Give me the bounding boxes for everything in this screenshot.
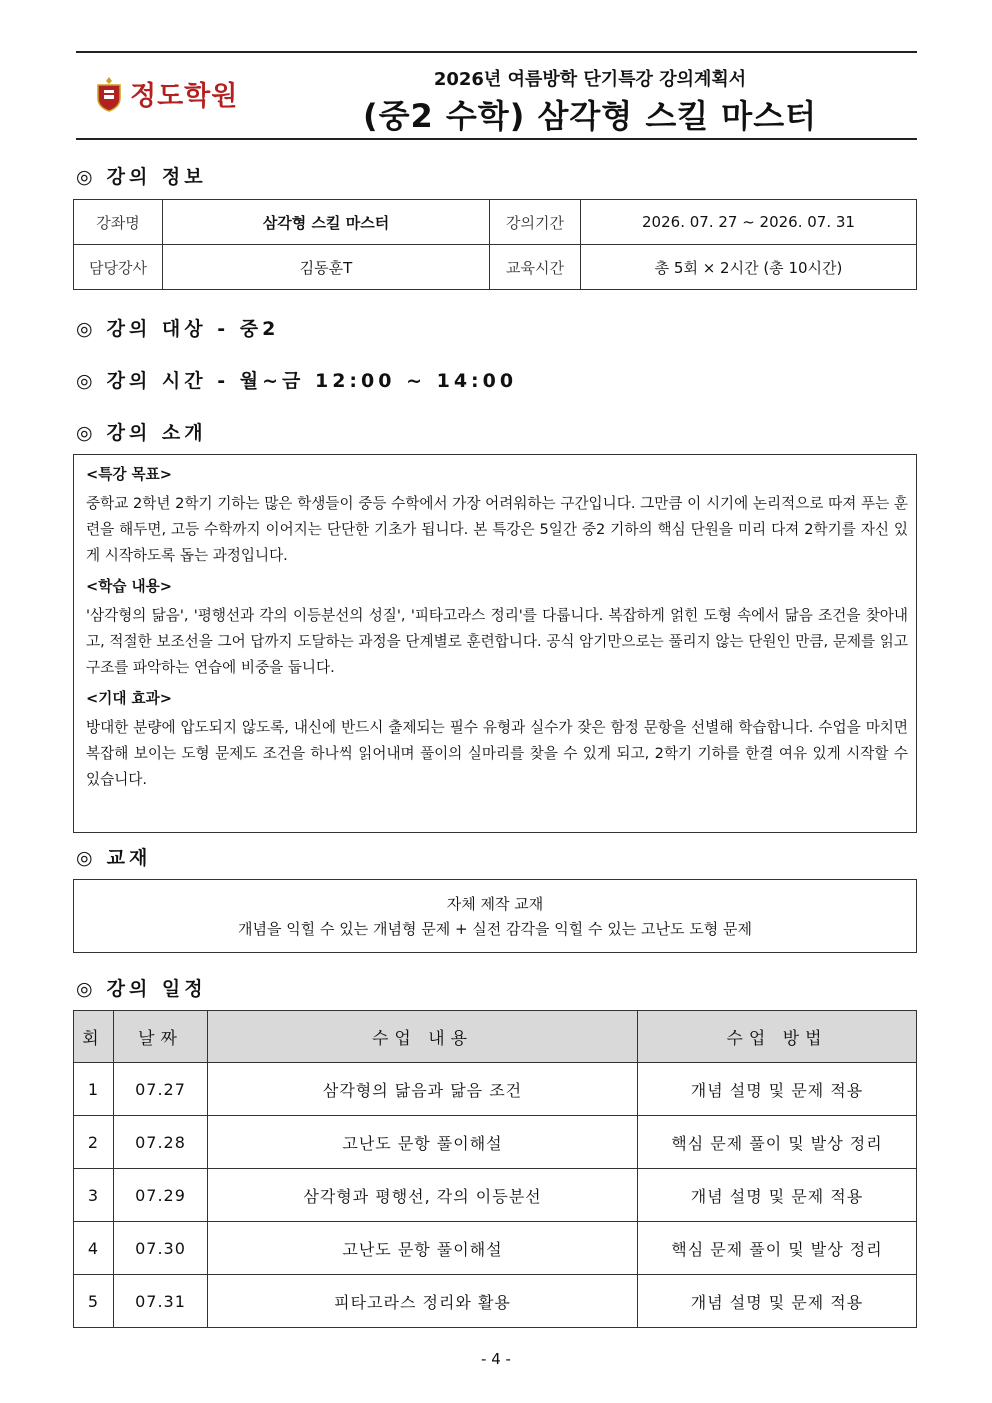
double-circle-icon: ◎ (76, 166, 97, 188)
session-date: 07.30 (114, 1222, 208, 1275)
session-number: 3 (74, 1169, 114, 1222)
content-heading: <학습 내용> (86, 578, 172, 595)
section-textbook-heading (76, 843, 151, 870)
schedule-header-method: 수업 방법 (638, 1011, 917, 1063)
section-time-label: 강의 시간 - 월~금 12:00 ~ 14:00 (106, 370, 518, 392)
section-textbook-label: 교재 (106, 847, 152, 869)
table-row (74, 1169, 917, 1222)
session-date: 07.28 (114, 1116, 208, 1169)
session-method: 개념 설명 및 문제 적용 (638, 1169, 917, 1222)
session-content: 고난도 문항 풀이해설 (208, 1116, 638, 1169)
textbook-line-1: 자체 제작 교재 (446, 895, 544, 913)
logo (96, 74, 238, 113)
session-content: 피타고라스 정리와 활용 (208, 1275, 638, 1328)
textbook-box (73, 879, 917, 953)
session-content: 고난도 문항 풀이해설 (208, 1222, 638, 1275)
schedule-table (73, 1010, 917, 1328)
crest-icon (96, 76, 122, 112)
section-schedule-heading (76, 974, 207, 1001)
session-number: 5 (74, 1275, 114, 1328)
section-info-label: 강의 정보 (106, 166, 207, 188)
session-number: 4 (74, 1222, 114, 1275)
session-method: 핵심 문제 풀이 및 발상 정리 (638, 1116, 917, 1169)
course-period-label: 강의기간 (490, 200, 581, 245)
top-rule (76, 51, 917, 53)
course-info-table (73, 199, 917, 290)
section-info-heading (76, 162, 207, 189)
section-target-heading (76, 314, 279, 341)
header-bottom-rule (76, 138, 917, 140)
session-date: 07.27 (114, 1063, 208, 1116)
section-intro-label: 강의 소개 (106, 422, 207, 444)
page-number: - 4 - (481, 1350, 511, 1368)
section-target-label: 강의 대상 - 중2 (106, 318, 280, 340)
session-number: 1 (74, 1063, 114, 1116)
goal-heading: <특강 목표> (86, 466, 172, 483)
teacher-label: 담당강사 (74, 245, 163, 290)
content-text: '삼각형의 닮음', '평행선과 각의 이등분선의 성질', '피타고라스 정리'를 다룹니다. 복잡하게 얽힌 도형 속에서 닮음 조건을 찾아내고, 적절한 보조선을 그어 답까지 도달하는 과정을 단계별로 훈련합니다. 공식 암기만으로는 풀리지 않는 단원인 만큼, 문제를 읽고 구조를 파악하는 연습에 비중을 둡니다. (86, 607, 908, 676)
session-date: 07.29 (114, 1169, 208, 1222)
section-schedule-label: 강의 일정 (106, 978, 207, 1000)
hours-label: 교육시간 (490, 245, 581, 290)
textbook-line-2: 개념을 익힐 수 있는 개념형 문제 + 실전 감각을 익힐 수 있는 고난도 도형 문제 (237, 920, 753, 938)
session-method: 핵심 문제 풀이 및 발상 정리 (638, 1222, 917, 1275)
intro-box (73, 454, 917, 833)
table-row (74, 1063, 917, 1116)
logo-text: 정도학원 (130, 81, 239, 112)
document-title: (중2 수학) 삼각형 스킬 마스터 (362, 97, 818, 135)
table-row (74, 1116, 917, 1169)
schedule-header-content: 수업 내용 (208, 1011, 638, 1063)
double-circle-icon: ◎ (76, 847, 97, 869)
effect-heading: <기대 효과> (86, 690, 172, 707)
double-circle-icon: ◎ (76, 978, 97, 1000)
course-name-label: 강좌명 (74, 200, 163, 245)
session-content: 삼각형의 닮음과 닮음 조건 (208, 1063, 638, 1116)
section-intro-heading (76, 418, 207, 445)
table-row (74, 1275, 917, 1328)
schedule-header-date: 날짜 (114, 1011, 208, 1063)
session-method: 개념 설명 및 문제 적용 (638, 1063, 917, 1116)
schedule-header-row (74, 1011, 917, 1063)
course-name-value: 삼각형 스킬 마스터 (163, 200, 490, 245)
schedule-header-session: 회 (74, 1011, 114, 1063)
session-method: 개념 설명 및 문제 적용 (638, 1275, 917, 1328)
double-circle-icon: ◎ (76, 370, 97, 392)
double-circle-icon: ◎ (76, 318, 97, 340)
course-period-value: 2026. 07. 27 ~ 2026. 07. 31 (581, 200, 917, 245)
effect-text: 방대한 분량에 압도되지 않도록, 내신에 반드시 출제되는 필수 유형과 실수가 잦은 함정 문항을 선별해 학습합니다. 수업을 마치면 복잡해 보이는 도형 문제도 조건을 하나씩 읽어내며 풀이의 실마리를 찾을 수 있게 되고, 2학기 기하를 한결 여유 있게 시작할 수 있습니다. (86, 719, 908, 788)
double-circle-icon: ◎ (76, 422, 97, 444)
session-date: 07.31 (114, 1275, 208, 1328)
hours-value: 총 5회 × 2시간 (총 10시간) (581, 245, 917, 290)
section-time-heading (76, 366, 517, 393)
session-number: 2 (74, 1116, 114, 1169)
teacher-value: 김동훈T (163, 245, 490, 290)
document-subtitle: 2026년 여름방학 단기특강 강의계획서 (433, 69, 747, 90)
table-row (74, 1222, 917, 1275)
session-content: 삼각형과 평행선, 각의 이등분선 (208, 1169, 638, 1222)
goal-text: 중학교 2학년 2학기 기하는 많은 학생들이 중등 수학에서 가장 어려워하는 구간입니다. 그만큼 이 시기에 논리적으로 따져 푸는 훈련을 해두면, 고등 수학까지 이어지는 단단한 기초가 됩니다. 본 특강은 5일간 중2 기하의 핵심 단원을 미리 다져 2학기를 자신 있게 시작하도록 돕는 과정입니다. (86, 495, 908, 564)
